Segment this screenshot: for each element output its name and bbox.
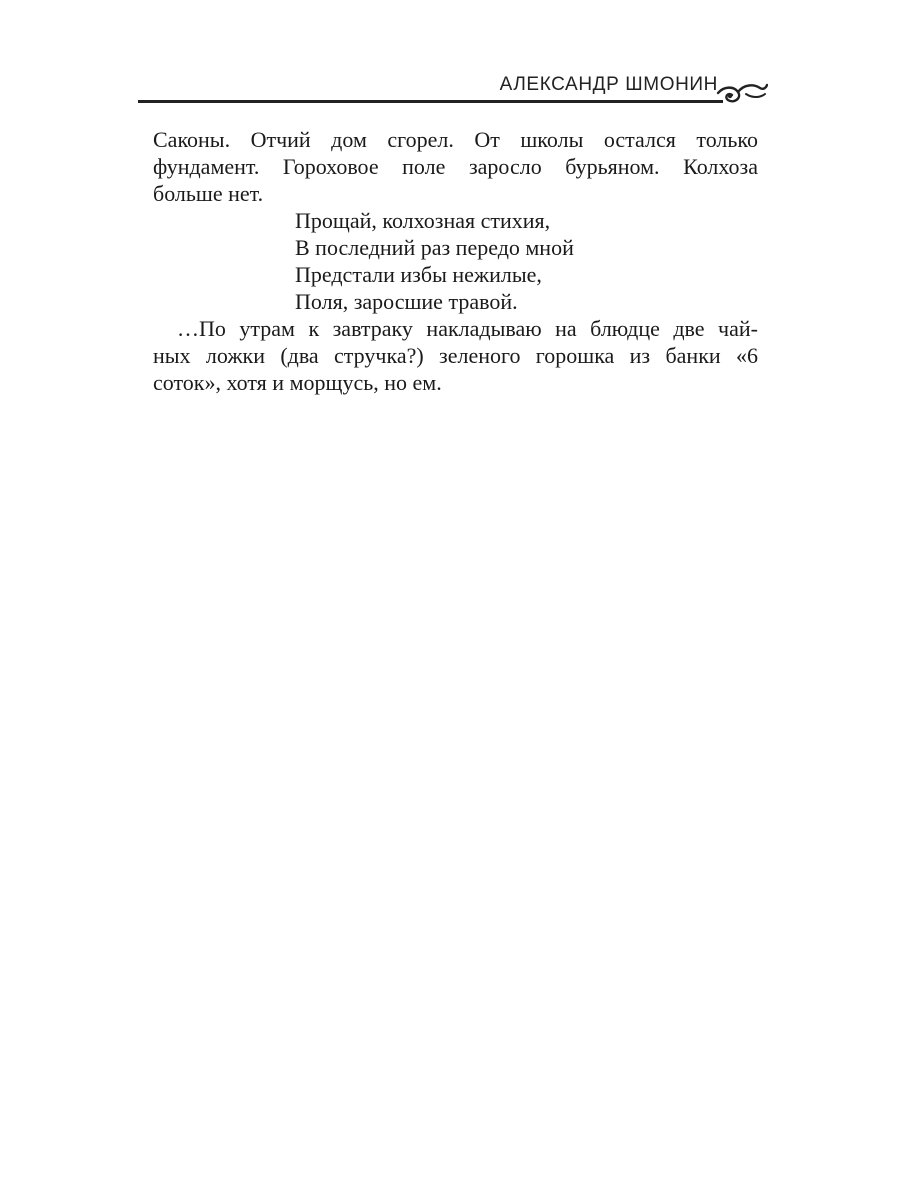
page-body — [153, 126, 758, 396]
header-author: АЛЕКСАНДР ШМОНИН — [499, 74, 718, 95]
verse-line: Прощай, колхозная стихия, — [295, 208, 551, 233]
paragraph-line: соток», хотя и морщусь, но ем. — [153, 370, 442, 395]
paragraph-2 — [153, 315, 758, 396]
flourish-ornament-icon — [716, 78, 768, 110]
paragraph-1 — [153, 126, 758, 207]
paragraph-line: ных ложки (два стручка?) зеленого горошка из банки «6 — [153, 343, 758, 368]
paragraph-line: больше нет. — [153, 181, 264, 206]
verse-line: Предстали избы нежилые, — [295, 262, 542, 287]
paragraph-line: фундамент. Гороховое поле заросло бурьяном. Колхоза — [153, 154, 758, 179]
header-rule — [138, 100, 723, 103]
paragraph-line: …По утрам к завтраку накладываю на блюдце две чай- — [177, 316, 758, 341]
verse-line: В последний раз передо мной — [295, 235, 574, 260]
verse-line: Поля, заросшие травой. — [295, 289, 518, 314]
verse-stanza — [153, 207, 758, 315]
paragraph-line: Саконы. Отчий дом сгорел. От школы остался только — [153, 127, 758, 152]
